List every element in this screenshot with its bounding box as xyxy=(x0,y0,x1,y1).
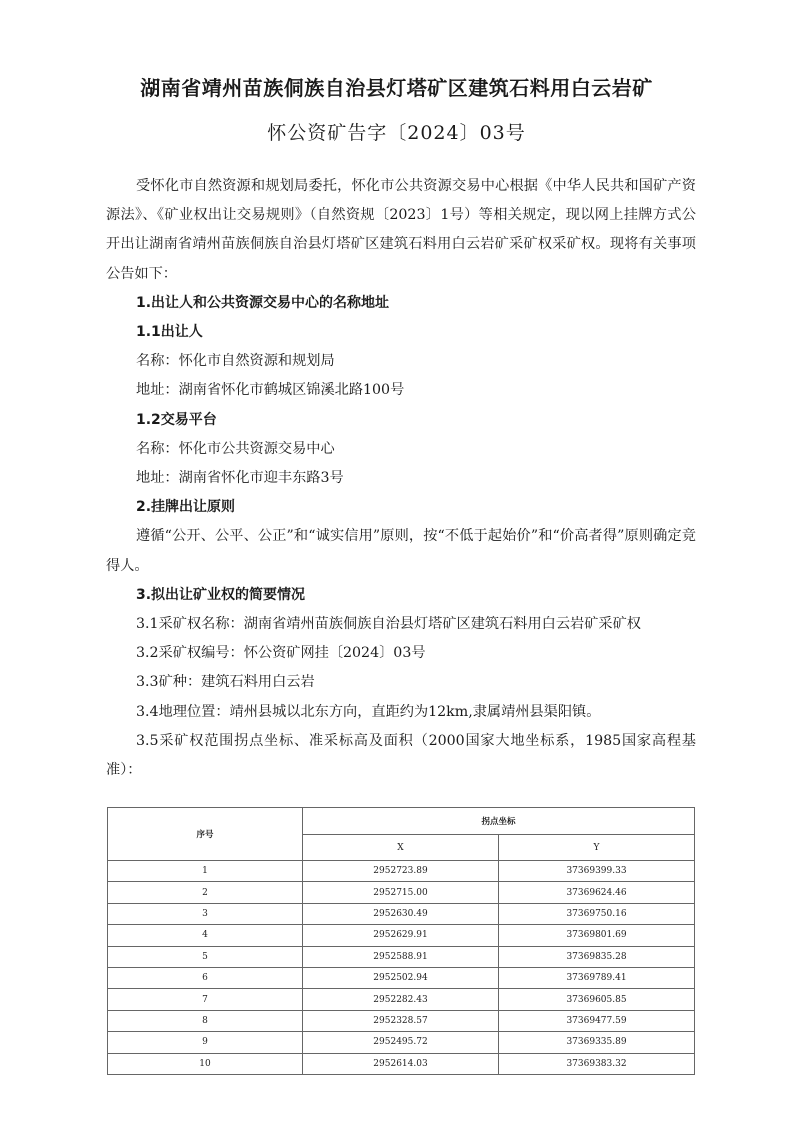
cell-x: 2952630.49 xyxy=(303,903,499,924)
cell-seq: 4 xyxy=(108,925,303,946)
cell-y: 37369335.89 xyxy=(499,1032,695,1053)
table-row xyxy=(108,903,695,924)
cell-y: 37369789.41 xyxy=(499,967,695,988)
paragraph: 遵循“公开、公平、公正”和“诚实信用”原则，按“不低于起始价”和“价高者得”原则确定竞得人。 xyxy=(106,528,696,574)
table-row xyxy=(108,1053,695,1074)
table-row xyxy=(108,1010,695,1031)
paragraph: 3.4地理位置：靖州县城以北东方向，直距约为12km,隶属靖州县渠阳镇。 xyxy=(136,703,601,720)
cell-x: 2952328.57 xyxy=(303,1010,499,1031)
section-heading: 1.出让人和公共资源交易中心的名称地址 xyxy=(136,294,390,311)
cell-seq: 9 xyxy=(108,1032,303,1053)
document-number: 怀公资矿告字〔2024〕03号 xyxy=(267,122,526,144)
table-row xyxy=(108,861,695,882)
document-body xyxy=(106,172,696,785)
cell-seq: 5 xyxy=(108,946,303,967)
cell-seq: 6 xyxy=(108,967,303,988)
cell-seq: 3 xyxy=(108,903,303,924)
paragraph: 3.5采矿权范围拐点坐标、准采标高及面积（2000国家大地坐标系，1985国家高程基准）： xyxy=(106,732,696,779)
cell-seq: 8 xyxy=(108,1010,303,1031)
coordinates-table xyxy=(107,807,695,1075)
column-header-seq: 序号 xyxy=(108,808,303,861)
cell-x: 2952502.94 xyxy=(303,967,499,988)
paragraph: 地址：湖南省怀化市鹤城区锦溪北路100号 xyxy=(136,382,405,399)
cell-y: 37369801.69 xyxy=(499,925,695,946)
column-header-group: 拐点坐标 xyxy=(303,808,695,835)
paragraph: 名称：怀化市公共资源交易中心 xyxy=(136,440,335,457)
subsection-heading: 1.2交易平台 xyxy=(136,411,217,428)
table-row xyxy=(108,925,695,946)
cell-x: 2952588.91 xyxy=(303,946,499,967)
paragraph: 3.3矿种：建筑石料用白云岩 xyxy=(136,674,315,691)
paragraph: 地址：湖南省怀化市迎丰东路3号 xyxy=(136,470,344,487)
section-heading: 2.挂牌出让原则 xyxy=(136,499,236,516)
column-header-x: X xyxy=(303,835,499,861)
cell-y: 37369624.46 xyxy=(499,882,695,903)
cell-y: 37369477.59 xyxy=(499,1010,695,1031)
cell-x: 2952715.00 xyxy=(303,882,499,903)
cell-x: 2952723.89 xyxy=(303,861,499,882)
document-title: 湖南省靖州苗族侗族自治县灯塔矿区建筑石料用白云岩矿 xyxy=(140,76,653,100)
cell-seq: 1 xyxy=(108,861,303,882)
cell-x: 2952282.43 xyxy=(303,989,499,1010)
paragraph: 3.1采矿权名称：湖南省靖州苗族侗族自治县灯塔矿区建筑石料用白云岩矿采矿权 xyxy=(136,616,641,633)
cell-seq: 2 xyxy=(108,882,303,903)
cell-x: 2952629.91 xyxy=(303,925,499,946)
column-header-y: Y xyxy=(499,835,695,861)
intro-paragraph: 受怀化市自然资源和规划局委托，怀化市公共资源交易中心根据《中华人民共和国矿产资源法》、《矿业权出让交易规则》（自然资规〔2023〕1号）等相关规定，现以网上挂牌方式公开出让湖南省靖州苗族侗族自治县灯塔矿区建筑石料用白云岩矿采矿权采矿权。现将有关事项公告如下： xyxy=(106,178,696,282)
paragraph: 名称：怀化市自然资源和规划局 xyxy=(136,353,335,370)
table-row xyxy=(108,989,695,1010)
subsection-heading: 1.1出让人 xyxy=(136,324,203,341)
cell-x: 2952495.72 xyxy=(303,1032,499,1053)
paragraph: 3.2采矿权编号：怀公资矿网挂〔2024〕03号 xyxy=(136,645,426,662)
cell-y: 37369750.16 xyxy=(499,903,695,924)
cell-y: 37369605.85 xyxy=(499,989,695,1010)
cell-seq: 7 xyxy=(108,989,303,1010)
table-row xyxy=(108,946,695,967)
cell-y: 37369383.32 xyxy=(499,1053,695,1074)
section-heading: 3.拟出让矿业权的简要情况 xyxy=(136,586,306,603)
table-row xyxy=(108,882,695,903)
cell-x: 2952614.03 xyxy=(303,1053,499,1074)
table-row xyxy=(108,967,695,988)
cell-y: 37369399.33 xyxy=(499,861,695,882)
cell-y: 37369835.28 xyxy=(499,946,695,967)
table-row xyxy=(108,1032,695,1053)
cell-seq: 10 xyxy=(108,1053,303,1074)
